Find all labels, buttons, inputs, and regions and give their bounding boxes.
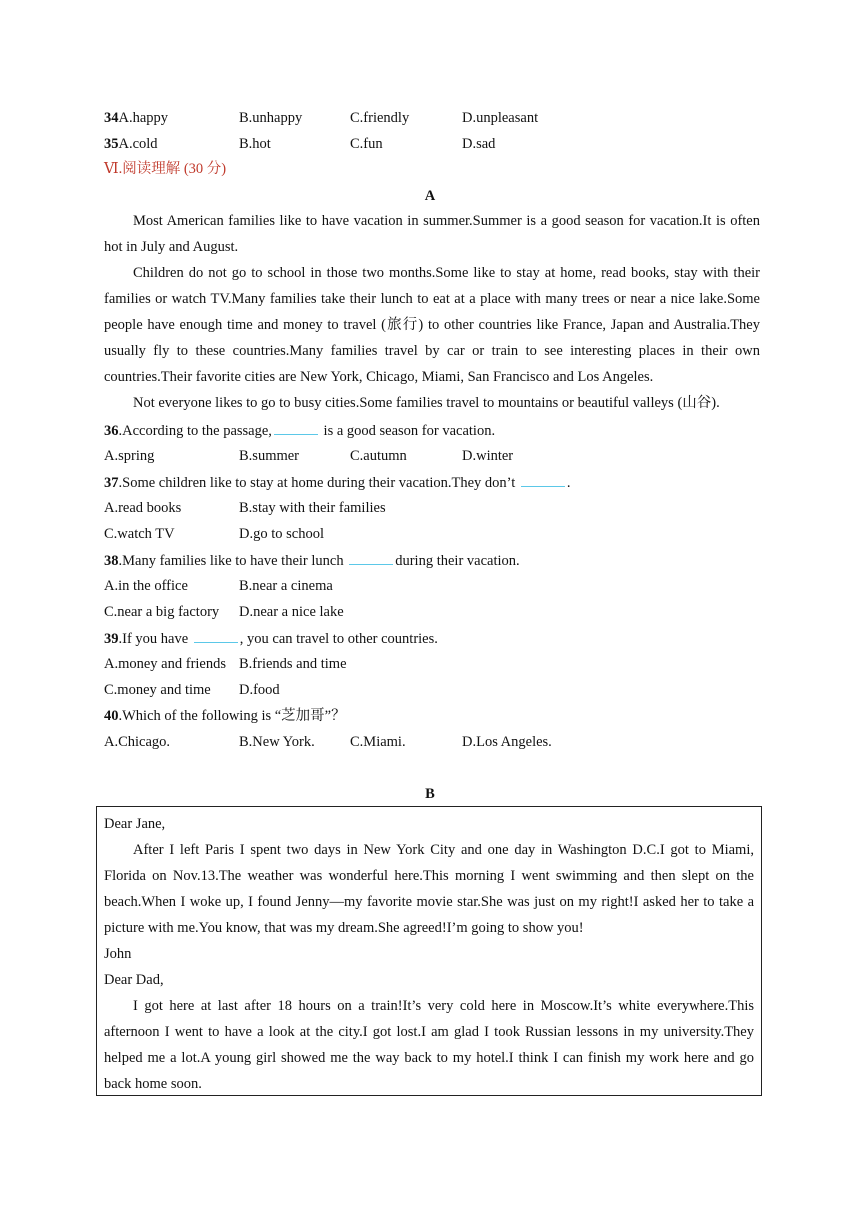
question-38-stem: 38.Many families like to have their lunch during their vacation.: [104, 550, 520, 571]
option-a: 35A.cold: [104, 136, 158, 152]
question-37-stem: 37.Some children like to stay at home during their vacation.They don’t .: [104, 472, 571, 493]
option-a: A.spring: [104, 448, 155, 464]
answer-blank: [194, 628, 238, 643]
passage-a-paragraph-3: Not everyone likes to go to busy cities.Some families travel to mountains or beautiful valleys (山谷).: [133, 395, 720, 411]
passage-a-paragraph-2: Children do not go to school in those two months.Some like to stay at home, read books, stay with their families or watch TV.Many families take their lunch to eat at a place with many trees or near a nice lake.Some people have enough time and money to travel (旅行) to other countries like France, Japan and Australia.They usually fly to these countries.Many families travel by car or train to see interesting places in their own countries.Their favorite cities are New York, Chicago, Miami, San Francisco and Los Angeles.: [104, 265, 760, 385]
question-36-stem: 36.According to the passage, is a good season for vacation.: [104, 420, 495, 441]
section-title: Ⅵ.阅读理解 (30 分): [104, 161, 227, 177]
option-b: B.summer: [239, 448, 300, 464]
option-b: B.New York.: [239, 734, 315, 750]
letter-2-body: I got here at last after 18 hours on a train!It’s very cold here in Moscow.It’s white everywhere.This afternoon I went to have a look at the city.I got lost.I am glad I took Russian lessons in my university.They helped me a lot.A young girl showed me the way back to my hotel.I think I can finish my work here and go back home soon.: [104, 998, 754, 1092]
letter-1-greeting: Dear Jane,: [104, 816, 166, 832]
passage-a-paragraph-1: Most American families like to have vacation in summer.Summer is a good season for vacation.It is often hot in July and August.: [104, 213, 760, 255]
option-a: A.money and friends: [104, 656, 227, 672]
option-c: C.autumn: [350, 448, 407, 464]
option-c: C.near a big factory: [104, 604, 220, 620]
letter-1-body: After I left Paris I spent two days in New York City and one day in Washington D.C.I got to Miami, Florida on Nov.13.The weather was wonderful here.This morning I went swimming and then slept on the beach.When I woke up, I found Jenny—my favorite movie star.She was just on my right!I asked her to take a picture with me.You know, that was my dream.She agreed!I’m going to show you!: [104, 842, 754, 936]
passage-a-label: A: [424, 188, 436, 204]
option-d: D.winter: [462, 448, 514, 464]
passage-b-label: B: [425, 786, 435, 802]
answer-blank: [274, 420, 318, 435]
option-d: D.Los Angeles.: [462, 734, 552, 750]
option-c: C.watch TV: [104, 526, 175, 542]
option-d: D.near a nice lake: [239, 604, 344, 620]
option-b: B.hot: [239, 136, 271, 152]
answer-blank: [349, 550, 393, 565]
option-a: 34A.happy: [104, 110, 169, 126]
option-b: B.friends and time: [239, 656, 347, 672]
option-b: B.unhappy: [239, 110, 303, 126]
question-39-stem: 39.If you have , you can travel to other countries.: [104, 628, 438, 649]
option-a: A.read books: [104, 500, 182, 516]
option-d: D.go to school: [239, 526, 324, 542]
option-b: B.stay with their families: [239, 500, 386, 516]
letter-1-signature: John: [104, 946, 132, 962]
option-c: C.money and time: [104, 682, 211, 698]
option-a: A.Chicago.: [104, 734, 171, 750]
option-c: C.Miami.: [350, 734, 406, 750]
option-d: D.unpleasant: [462, 110, 539, 126]
option-d: D.food: [239, 682, 280, 698]
answer-blank: [521, 472, 565, 487]
letters-box: [96, 806, 762, 1096]
question-40-stem: 40.Which of the following is “芝加哥”？: [104, 708, 346, 724]
option-b: B.near a cinema: [239, 578, 333, 594]
letter-2-greeting: Dear Dad,: [104, 972, 164, 988]
option-d: D.sad: [462, 136, 496, 152]
option-c: C.fun: [350, 136, 383, 152]
option-a: A.in the office: [104, 578, 188, 594]
option-c: C.friendly: [350, 110, 410, 126]
